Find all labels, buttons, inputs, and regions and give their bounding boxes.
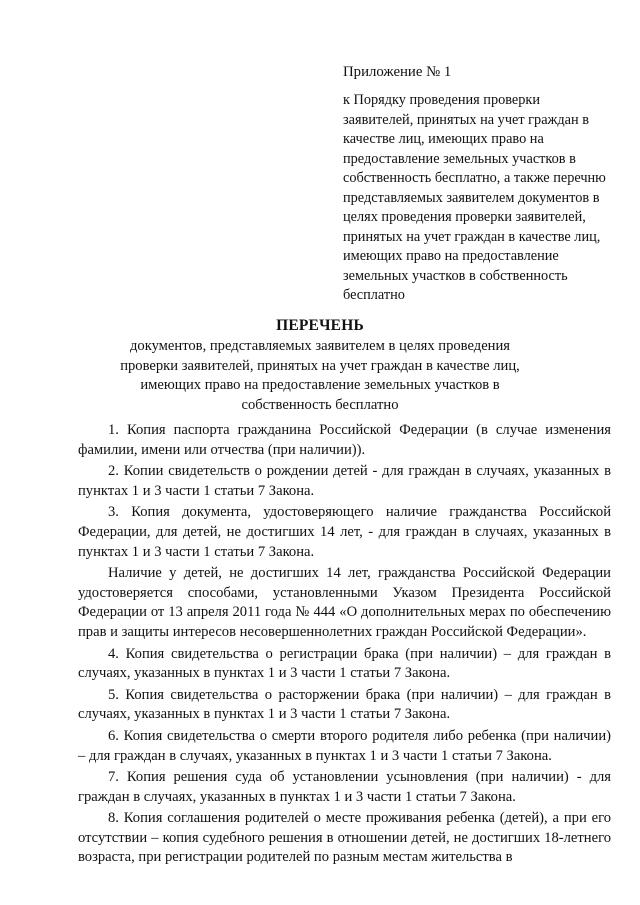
appendix-block [343,62,613,306]
list-item: 8. Копия соглашения родителей о месте проживания ребенка (детей), а при его отсутствии – копия судебного решения в отношении детей, не достигших 18-летнего возраста, при регистрации родителей по разным местам жительства в [78,810,611,866]
list-item: 1. Копия паспорта гражданина Российской Федерации (в случае изменения фамилии, имени или отчества (при наличии)). [78,422,611,458]
appendix-text: к Порядку проведения проверки заявителей, принятых на учет граждан в качестве лиц, имеющих право на предоставление земельных участков в собственность бесплатно, а также перечню представляемых заявителем документов в целях проведения проверки заявителей, принятых на учет граждан в качестве лиц, имеющих право на предоставление земельных участков в собственность бесплатно [343,92,606,303]
document-subheading: документов, представляемых заявителем в целях проведения проверки заявителей, принятых на учет граждан в качестве лиц, имеющих право на предоставление земельных участков в собственность бесплатно [120,338,520,413]
heading-block [100,316,540,415]
document-heading: ПЕРЕЧЕНЬ [276,317,364,334]
list-item: 6. Копия свидетельства о смерти второго родителя либо ребенка (при наличии) – для граждан в случаях, указанных в пунктах 1 и 3 части 1 статьи 7 Закона. [78,727,611,764]
list-item: Наличие у детей, не достигших 14 лет, гражданства Российской Федерации удостоверяется способами, установленными Указом Президента Российской Федерации от 13 апреля 2011 года № 444 «О дополнительных мерах по обеспечению прав и защиты интересов несовершеннолетних граждан Российской Федерации». [78,565,611,640]
list-item: 2. Копии свидетельств о рождении детей - для граждан в случаях, указанных в пунктах 1 и 3 части 1 статьи 7 Закона. [78,463,611,499]
list-item: 7. Копия решения суда об установлении усыновления (при наличии) - для граждан в случаях, указанных в пунктах 1 и 3 части 1 статьи 7 Закона. [78,769,611,805]
list-item: 5. Копия свидетельства о расторжении брака (при наличии) – для граждан в случаях, указанных в пунктах 1 и 3 части 1 статьи 7 Закона. [78,686,611,723]
list-item: 3. Копия документа, удостоверяющего наличие гражданства Российской Федерации, для детей, не достигших 14 лет, - для граждан в случаях, указанных в пунктах 1 и 3 части 1 статьи 7 Закона. [78,504,611,560]
appendix-title: Приложение № 1 [343,64,452,80]
document-body [78,421,611,870]
list-item: 4. Копия свидетельства о регистрации брака (при наличии) – для граждан в случаях, указанных в пунктах 1 и 3 части 1 статьи 7 Закона. [78,645,611,682]
